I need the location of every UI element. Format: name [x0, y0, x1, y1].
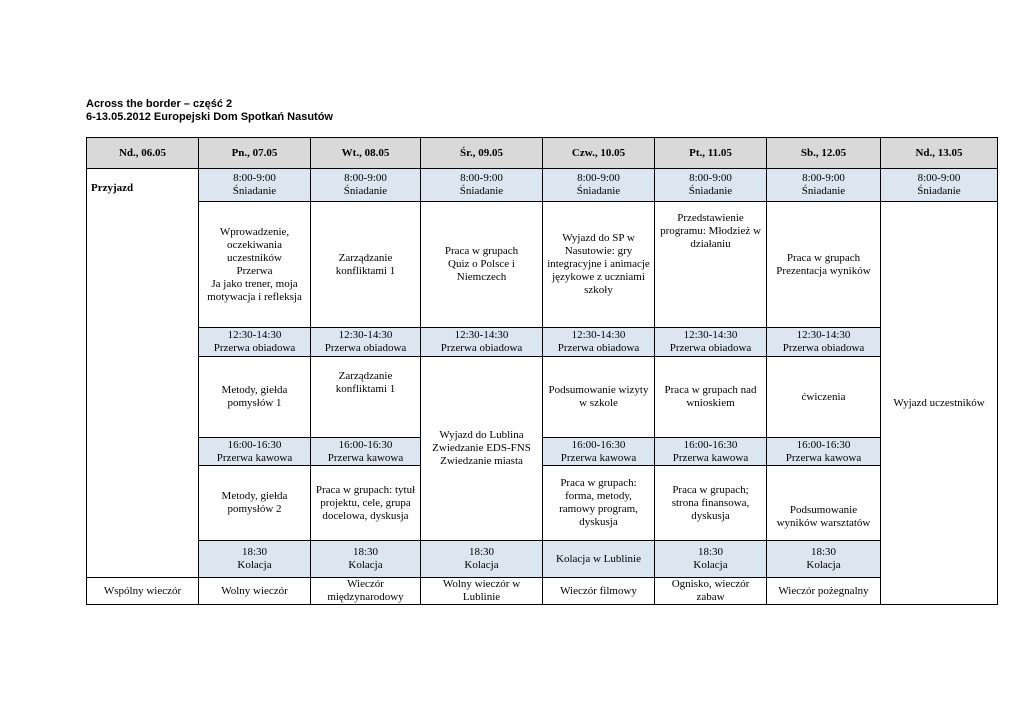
lunch-cell	[199, 328, 311, 357]
breakfast-cell	[199, 169, 311, 202]
header-row	[87, 138, 998, 169]
session-text: pomysłów 2	[227, 503, 282, 515]
lunch-cell	[543, 328, 655, 357]
session-text: dyskusja	[691, 509, 730, 522]
session-cell	[199, 466, 311, 541]
evening-cell: Wolny wieczór	[199, 578, 311, 605]
departure-cell: Wyjazd uczestników	[881, 202, 998, 605]
breakfast-label: Śniadanie	[576, 185, 621, 197]
session-text: Praca w grupach	[786, 251, 861, 264]
session-text: Nasutowie: gry	[564, 245, 633, 257]
breakfast-time: 8:00-9:00	[917, 172, 961, 184]
coffee-time: 16:00-16:30	[571, 438, 626, 451]
session-text: forma, metody,	[565, 490, 632, 502]
session-text: Praca w grupach: tytuł	[315, 483, 416, 496]
breakfast-cell	[655, 169, 767, 202]
session-cell	[311, 466, 421, 541]
session-text: Praca w grupach	[444, 245, 519, 257]
dinner-time: 18:30	[468, 546, 495, 558]
breakfast-cell	[767, 169, 881, 202]
coffee-label: Przerwa kawowa	[560, 451, 637, 464]
session-cell	[543, 202, 655, 328]
lunch-row	[87, 328, 998, 357]
dinner-time: 18:30	[352, 546, 379, 558]
breakfast-time: 8:00-9:00	[460, 172, 503, 184]
session-cell	[311, 357, 421, 438]
dinner-cell: Kolacja w Lublinie	[543, 541, 655, 578]
arrival-cell: Przyjazd	[87, 169, 199, 578]
session-text: Prezentacja wyników	[776, 264, 871, 277]
session-text: Niemczech	[456, 271, 507, 283]
coffee-row	[87, 438, 998, 466]
breakfast-label: Śniadanie	[459, 185, 504, 197]
coffee-cell	[767, 438, 881, 466]
session-text: ćwiczenia	[801, 390, 846, 403]
morning-row	[87, 202, 998, 328]
dinner-cell	[199, 541, 311, 578]
session-cell	[199, 357, 311, 438]
session-cell	[767, 357, 881, 438]
coffee-time: 16:00-16:30	[338, 438, 393, 451]
evening-text: Wieczór	[347, 578, 384, 590]
session-text: Quiz o Polsce i	[448, 258, 515, 270]
coffee-cell	[311, 438, 421, 466]
session-text: projektu, cele, grupa	[320, 496, 411, 509]
coffee-cell	[655, 438, 767, 466]
session-cell	[655, 202, 767, 328]
dinner-time: 18:30	[697, 546, 724, 558]
session-text: Zarządzanie	[338, 251, 393, 264]
lunch-label: Przerwa obiadowa	[669, 342, 752, 354]
coffee-time: 16:00-16:30	[796, 438, 851, 451]
coffee-time: 16:00-16:30	[683, 438, 738, 451]
session-cell	[655, 466, 767, 541]
evening-row	[87, 578, 998, 605]
lunch-cell	[311, 328, 421, 357]
dinner-label: Kolacja	[806, 559, 841, 571]
breakfast-time: 8:00-9:00	[802, 172, 845, 184]
dinner-cell	[655, 541, 767, 578]
breakfast-label: Śniadanie	[343, 185, 388, 197]
session-cell	[767, 466, 881, 541]
session-text: językowe z uczniami	[552, 271, 645, 283]
lunch-time: 12:30-14:30	[227, 329, 282, 341]
session-text: pomysłów 1	[227, 397, 282, 409]
lunch-cell	[421, 328, 543, 357]
evening-cell: Wieczór pożegnalny	[767, 578, 881, 605]
session-text: dyskusja	[579, 516, 618, 528]
session-text: wyników warsztatów	[776, 517, 871, 529]
session-text: Ja jako trener, moja	[211, 277, 298, 290]
evening-text: Ognisko, wieczór	[671, 578, 750, 590]
lublin-trip-cell	[421, 357, 543, 541]
session-cell	[421, 202, 543, 328]
dinner-time: 18:30	[241, 546, 268, 558]
dinner-cell	[767, 541, 881, 578]
session-cell	[311, 202, 421, 328]
lunch-time: 12:30-14:30	[454, 329, 509, 341]
evening-cell	[311, 578, 421, 605]
session-text: Metody, giełda	[221, 490, 288, 502]
lunch-cell	[767, 328, 881, 357]
session-text: Metody, giełda	[221, 384, 288, 396]
evening-text: zabaw	[696, 591, 725, 603]
session-text: Wprowadzenie,	[219, 225, 290, 238]
evening-cell: Wieczór filmowy	[543, 578, 655, 605]
day-header: Czw., 10.05	[543, 138, 655, 169]
dinner-label: Kolacja	[693, 559, 728, 571]
session-text: oczekiwania	[227, 238, 282, 251]
day-header: Nd., 13.05	[881, 138, 998, 169]
coffee-label: Przerwa kawowa	[327, 451, 404, 464]
coffee-cell	[543, 438, 655, 466]
session-cell	[767, 202, 881, 328]
breakfast-label: Śniadanie	[232, 185, 277, 197]
coffee-label: Przerwa kawowa	[785, 451, 862, 464]
session-text: docelowa, dyskusja	[322, 509, 409, 522]
session-text: konfliktami 1	[335, 264, 396, 277]
session-cell	[543, 357, 655, 438]
dinner-cell	[311, 541, 421, 578]
breakfast-label: Śniadanie	[801, 185, 846, 197]
breakfast-label: Śniadanie	[688, 185, 733, 197]
lunch-time: 12:30-14:30	[683, 329, 738, 341]
coffee-time: 16:00-16:30	[227, 438, 282, 451]
session-text: strona finansowa,	[671, 496, 750, 509]
session-text: Podsumowanie	[789, 504, 858, 516]
day-header: Sb., 12.05	[767, 138, 881, 169]
breakfast-time: 8:00-9:00	[233, 172, 276, 184]
session-text: integracyjne i animacje	[547, 258, 650, 270]
session-text: w szkole	[579, 397, 618, 409]
document-title: Across the border – część 2	[86, 98, 233, 110]
session-text: Zwiedzanie miasta	[440, 455, 523, 467]
breakfast-time: 8:00-9:00	[689, 172, 732, 184]
lunch-label: Przerwa obiadowa	[782, 342, 865, 354]
evening-cell	[655, 578, 767, 605]
evening-text: międzynarodowy	[327, 591, 404, 603]
session-text: Praca w grupach;	[672, 483, 749, 496]
breakfast-row	[87, 169, 998, 202]
session-text: motywacja i refleksja	[207, 290, 302, 303]
afternoon1-row	[87, 357, 998, 438]
day-header: Pt., 11.05	[655, 138, 767, 169]
schedule-table	[86, 137, 998, 605]
session-text: szkoły	[584, 284, 613, 296]
breakfast-cell	[543, 169, 655, 202]
breakfast-time: 8:00-9:00	[344, 172, 387, 184]
document-subtitle: 6-13.05.2012 Europejski Dom Spotkań Nasutów	[86, 111, 333, 123]
dinner-label: Kolacja	[237, 559, 272, 571]
session-text: działaniu	[690, 238, 731, 250]
evening-text: Wolny wieczór w	[442, 578, 521, 590]
lunch-time: 12:30-14:30	[796, 329, 851, 341]
session-text: Przedstawienie	[677, 212, 744, 224]
session-text: Przerwa	[236, 264, 273, 277]
dinner-label: Kolacja	[464, 559, 499, 571]
lunch-label: Przerwa obiadowa	[213, 342, 296, 354]
breakfast-cell	[421, 169, 543, 202]
breakfast-cell	[311, 169, 421, 202]
session-text: Praca w grupach nad	[664, 384, 757, 396]
dinner-time: 18:30	[810, 546, 837, 558]
evening-cell: Wspólny wieczór	[87, 578, 199, 605]
session-text: Zwiedzanie EDS-FNS	[432, 442, 531, 454]
lunch-cell	[655, 328, 767, 357]
day-header: Śr., 09.05	[421, 138, 543, 169]
day-header: Nd., 06.05	[87, 138, 199, 169]
session-cell	[655, 357, 767, 438]
session-text: Praca w grupach:	[560, 477, 637, 489]
lunch-label: Przerwa obiadowa	[557, 342, 640, 354]
lunch-label: Przerwa obiadowa	[324, 342, 407, 354]
coffee-cell	[199, 438, 311, 466]
day-header: Pn., 07.05	[199, 138, 311, 169]
session-text: konfliktami 1	[335, 383, 396, 395]
session-text: ramowy program,	[559, 503, 638, 515]
session-text: Zarządzanie	[338, 370, 393, 382]
session-text: programu: Młodzież w	[660, 225, 761, 237]
breakfast-label: Śniadanie	[917, 185, 961, 197]
coffee-label: Przerwa kawowa	[672, 451, 749, 464]
dinner-label: Kolacja	[348, 559, 383, 571]
lunch-time: 12:30-14:30	[571, 329, 626, 341]
evening-text: Lublinie	[462, 591, 501, 603]
lunch-label: Przerwa obiadowa	[440, 342, 523, 354]
session-text: Podsumowanie wizyty	[548, 384, 649, 396]
evening-cell	[421, 578, 543, 605]
afternoon2-row	[87, 466, 998, 541]
day-header: Wt., 08.05	[311, 138, 421, 169]
dinner-cell	[421, 541, 543, 578]
lunch-time: 12:30-14:30	[338, 329, 393, 341]
session-cell	[199, 202, 311, 328]
breakfast-cell	[881, 169, 998, 202]
coffee-label: Przerwa kawowa	[216, 451, 293, 464]
session-text: wnioskiem	[686, 397, 735, 409]
session-text: Wyjazd do Lublina	[439, 429, 524, 441]
session-text: uczestników	[227, 251, 282, 264]
session-text: Wyjazd do SP w	[562, 232, 635, 244]
breakfast-time: 8:00-9:00	[577, 172, 620, 184]
dinner-row	[87, 541, 998, 578]
session-cell	[543, 466, 655, 541]
